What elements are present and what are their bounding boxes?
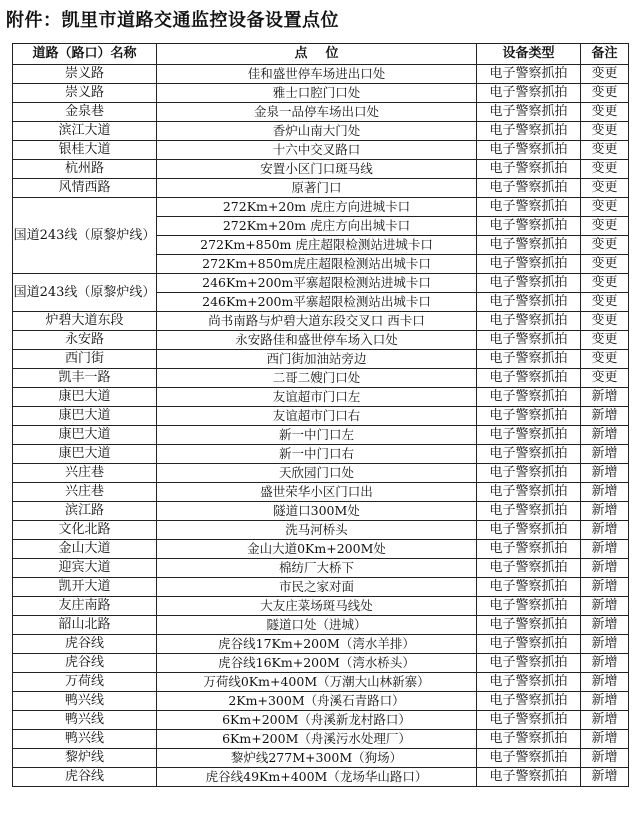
device-type-cell: 电子警察抓拍 [477, 559, 581, 578]
road-name-cell: 风情西路 [13, 179, 157, 198]
road-name-cell: 崇义路 [13, 84, 157, 103]
device-type-cell: 电子警察抓拍 [477, 445, 581, 464]
road-name-cell: 炉碧大道东段 [13, 312, 157, 331]
road-name-cell: 滨江大道 [13, 122, 157, 141]
road-name-cell: 金山大道 [13, 540, 157, 559]
note-cell: 新增 [581, 464, 629, 483]
note-cell: 变更 [581, 84, 629, 103]
header-device: 设备类型 [477, 44, 581, 65]
road-name-cell: 凯开大道 [13, 578, 157, 597]
location-cell: 万荷线0Km+400M（万潮大山林新寨） [157, 673, 477, 692]
table-row [13, 768, 629, 787]
device-type-cell: 电子警察抓拍 [477, 597, 581, 616]
device-type-cell: 电子警察抓拍 [477, 369, 581, 388]
table-row [13, 65, 629, 84]
road-name-cell: 康巴大道 [13, 388, 157, 407]
location-cell: 272Km+850m虎庄超限检测站出城卡口 [157, 255, 477, 274]
road-name-cell: 国道243线（原黎炉线） [13, 198, 157, 274]
location-cell: 虎谷线49Km+400M（龙场华山路口） [157, 768, 477, 787]
table-row [13, 198, 629, 217]
location-cell: 246Km+200m平寨超限检测站出城卡口 [157, 293, 477, 312]
device-type-cell: 电子警察抓拍 [477, 407, 581, 426]
monitoring-points-table [12, 43, 629, 787]
table-row [13, 388, 629, 407]
road-name-cell: 鸭兴线 [13, 730, 157, 749]
location-cell: 隧道口300M处 [157, 502, 477, 521]
location-cell: 大友庄菜场斑马线处 [157, 597, 477, 616]
note-cell: 变更 [581, 350, 629, 369]
road-name-cell: 康巴大道 [13, 426, 157, 445]
location-cell: 友谊超市门口左 [157, 388, 477, 407]
road-name-cell: 兴庄巷 [13, 483, 157, 502]
note-cell: 新增 [581, 483, 629, 502]
location-cell: 天欣园门口处 [157, 464, 477, 483]
table-row [13, 103, 629, 122]
table-row [13, 445, 629, 464]
road-name-cell: 万荷线 [13, 673, 157, 692]
device-type-cell: 电子警察抓拍 [477, 540, 581, 559]
location-cell: 尚书南路与炉碧大道东段交叉口 西卡口 [157, 312, 477, 331]
device-type-cell: 电子警察抓拍 [477, 198, 581, 217]
table-row [13, 274, 629, 293]
note-cell: 新增 [581, 502, 629, 521]
location-cell: 6Km+200M（舟溪污水处理厂） [157, 730, 477, 749]
header-road: 道路（路口）名称 [13, 44, 157, 65]
device-type-cell: 电子警察抓拍 [477, 255, 581, 274]
table-row [13, 616, 629, 635]
road-name-cell: 西门街 [13, 350, 157, 369]
table-row [13, 635, 629, 654]
note-cell: 变更 [581, 217, 629, 236]
location-cell: 西门街加油站旁边 [157, 350, 477, 369]
device-type-cell: 电子警察抓拍 [477, 483, 581, 502]
note-cell: 变更 [581, 331, 629, 350]
device-type-cell: 电子警察抓拍 [477, 730, 581, 749]
table-row [13, 407, 629, 426]
note-cell: 新增 [581, 711, 629, 730]
device-type-cell: 电子警察抓拍 [477, 331, 581, 350]
device-type-cell: 电子警察抓拍 [477, 217, 581, 236]
note-cell: 变更 [581, 65, 629, 84]
note-cell: 变更 [581, 274, 629, 293]
device-type-cell: 电子警察抓拍 [477, 236, 581, 255]
road-name-cell: 鸭兴线 [13, 692, 157, 711]
location-cell: 金山大道0Km+200M处 [157, 540, 477, 559]
location-cell: 十六中交叉路口 [157, 141, 477, 160]
road-name-cell: 国道243线（原黎炉线） [13, 274, 157, 312]
location-cell: 安置小区门口斑马线 [157, 160, 477, 179]
note-cell: 变更 [581, 293, 629, 312]
table-row [13, 122, 629, 141]
device-type-cell: 电子警察抓拍 [477, 749, 581, 768]
table-row [13, 84, 629, 103]
device-type-cell: 电子警察抓拍 [477, 84, 581, 103]
note-cell: 新增 [581, 426, 629, 445]
location-cell: 2Km+300M（舟溪石青路口） [157, 692, 477, 711]
device-type-cell: 电子警察抓拍 [477, 768, 581, 787]
device-type-cell: 电子警察抓拍 [477, 673, 581, 692]
table-row [13, 179, 629, 198]
note-cell: 变更 [581, 198, 629, 217]
road-name-cell: 鸭兴线 [13, 711, 157, 730]
note-cell: 新增 [581, 749, 629, 768]
location-cell: 雅士口腔门口处 [157, 84, 477, 103]
table-body [13, 65, 629, 787]
note-cell: 新增 [581, 407, 629, 426]
location-cell: 金泉一品停车场出口处 [157, 103, 477, 122]
note-cell: 变更 [581, 103, 629, 122]
table-row [13, 673, 629, 692]
note-cell: 变更 [581, 179, 629, 198]
note-cell: 变更 [581, 141, 629, 160]
road-name-cell: 杭州路 [13, 160, 157, 179]
note-cell: 新增 [581, 540, 629, 559]
table-row [13, 711, 629, 730]
note-cell: 新增 [581, 673, 629, 692]
table-row [13, 578, 629, 597]
location-cell: 黎炉线277M+300M（狗场） [157, 749, 477, 768]
note-cell: 变更 [581, 236, 629, 255]
header-note: 备注 [581, 44, 629, 65]
table-row [13, 502, 629, 521]
note-cell: 新增 [581, 692, 629, 711]
device-type-cell: 电子警察抓拍 [477, 502, 581, 521]
road-name-cell: 虎谷线 [13, 654, 157, 673]
device-type-cell: 电子警察抓拍 [477, 616, 581, 635]
road-name-cell: 银桂大道 [13, 141, 157, 160]
road-name-cell: 韶山北路 [13, 616, 157, 635]
location-cell: 新一中门口右 [157, 445, 477, 464]
road-name-cell: 康巴大道 [13, 445, 157, 464]
table-row [13, 483, 629, 502]
device-type-cell: 电子警察抓拍 [477, 141, 581, 160]
location-cell: 香炉山南大门处 [157, 122, 477, 141]
location-cell: 棉纺厂大桥下 [157, 559, 477, 578]
location-cell: 虎谷线17Km+200M（湾水羊排） [157, 635, 477, 654]
device-type-cell: 电子警察抓拍 [477, 312, 581, 331]
table-row [13, 369, 629, 388]
device-type-cell: 电子警察抓拍 [477, 521, 581, 540]
header-location: 点 位 [157, 44, 477, 65]
note-cell: 新增 [581, 445, 629, 464]
location-cell: 虎谷线16Km+200M（湾水桥头） [157, 654, 477, 673]
device-type-cell: 电子警察抓拍 [477, 160, 581, 179]
note-cell: 变更 [581, 160, 629, 179]
road-name-cell: 文化北路 [13, 521, 157, 540]
note-cell: 新增 [581, 559, 629, 578]
table-row [13, 597, 629, 616]
location-cell: 原著门口 [157, 179, 477, 198]
note-cell: 新增 [581, 578, 629, 597]
table-row [13, 749, 629, 768]
location-cell: 6Km+200M（舟溪新龙村路口） [157, 711, 477, 730]
location-cell: 246Km+200m平寨超限检测站进城卡口 [157, 274, 477, 293]
device-type-cell: 电子警察抓拍 [477, 578, 581, 597]
note-cell: 新增 [581, 635, 629, 654]
road-name-cell: 永安路 [13, 331, 157, 350]
device-type-cell: 电子警察抓拍 [477, 388, 581, 407]
table-row [13, 141, 629, 160]
device-type-cell: 电子警察抓拍 [477, 426, 581, 445]
note-cell: 新增 [581, 388, 629, 407]
road-name-cell: 凯丰一路 [13, 369, 157, 388]
device-type-cell: 电子警察抓拍 [477, 65, 581, 84]
device-type-cell: 电子警察抓拍 [477, 350, 581, 369]
note-cell: 新增 [581, 521, 629, 540]
table-row [13, 160, 629, 179]
note-cell: 新增 [581, 616, 629, 635]
device-type-cell: 电子警察抓拍 [477, 103, 581, 122]
road-name-cell: 友庄南路 [13, 597, 157, 616]
location-cell: 272Km+20m 虎庄方向进城卡口 [157, 198, 477, 217]
road-name-cell: 虎谷线 [13, 768, 157, 787]
road-name-cell: 迎宾大道 [13, 559, 157, 578]
note-cell: 变更 [581, 255, 629, 274]
road-name-cell: 金泉巷 [13, 103, 157, 122]
table-row [13, 692, 629, 711]
road-name-cell: 崇义路 [13, 65, 157, 84]
device-type-cell: 电子警察抓拍 [477, 293, 581, 312]
road-name-cell: 康巴大道 [13, 407, 157, 426]
road-name-cell: 滨江路 [13, 502, 157, 521]
table-row [13, 521, 629, 540]
location-cell: 272Km+850m 虎庄超限检测站进城卡口 [157, 236, 477, 255]
road-name-cell: 虎谷线 [13, 635, 157, 654]
table-row [13, 654, 629, 673]
location-cell: 二哥二嫂门口处 [157, 369, 477, 388]
location-cell: 市民之家对面 [157, 578, 477, 597]
note-cell: 新增 [581, 654, 629, 673]
location-cell: 盛世荣华小区门口出 [157, 483, 477, 502]
table-row [13, 331, 629, 350]
location-cell: 新一中门口左 [157, 426, 477, 445]
note-cell: 变更 [581, 122, 629, 141]
location-cell: 隧道口处（进城） [157, 616, 477, 635]
note-cell: 变更 [581, 369, 629, 388]
note-cell: 新增 [581, 597, 629, 616]
device-type-cell: 电子警察抓拍 [477, 711, 581, 730]
table-row [13, 426, 629, 445]
road-name-cell: 黎炉线 [13, 749, 157, 768]
device-type-cell: 电子警察抓拍 [477, 635, 581, 654]
table-row [13, 312, 629, 331]
page-title: 附件：凯里市道路交通监控设备设置点位 [6, 10, 339, 31]
device-type-cell: 电子警察抓拍 [477, 464, 581, 483]
location-cell: 272Km+20m 虎庄方向出城卡口 [157, 217, 477, 236]
table-row [13, 730, 629, 749]
device-type-cell: 电子警察抓拍 [477, 179, 581, 198]
device-type-cell: 电子警察抓拍 [477, 654, 581, 673]
note-cell: 新增 [581, 768, 629, 787]
note-cell: 变更 [581, 312, 629, 331]
table-row [13, 350, 629, 369]
location-cell: 洗马河桥头 [157, 521, 477, 540]
device-type-cell: 电子警察抓拍 [477, 122, 581, 141]
note-cell: 新增 [581, 730, 629, 749]
device-type-cell: 电子警察抓拍 [477, 274, 581, 293]
location-cell: 佳和盛世停车场进出口处 [157, 65, 477, 84]
table-row [13, 464, 629, 483]
device-type-cell: 电子警察抓拍 [477, 692, 581, 711]
table-header-row [13, 44, 629, 65]
table-row [13, 559, 629, 578]
location-cell: 友谊超市门口右 [157, 407, 477, 426]
location-cell: 永安路佳和盛世停车场入口处 [157, 331, 477, 350]
road-name-cell: 兴庄巷 [13, 464, 157, 483]
table-row [13, 540, 629, 559]
